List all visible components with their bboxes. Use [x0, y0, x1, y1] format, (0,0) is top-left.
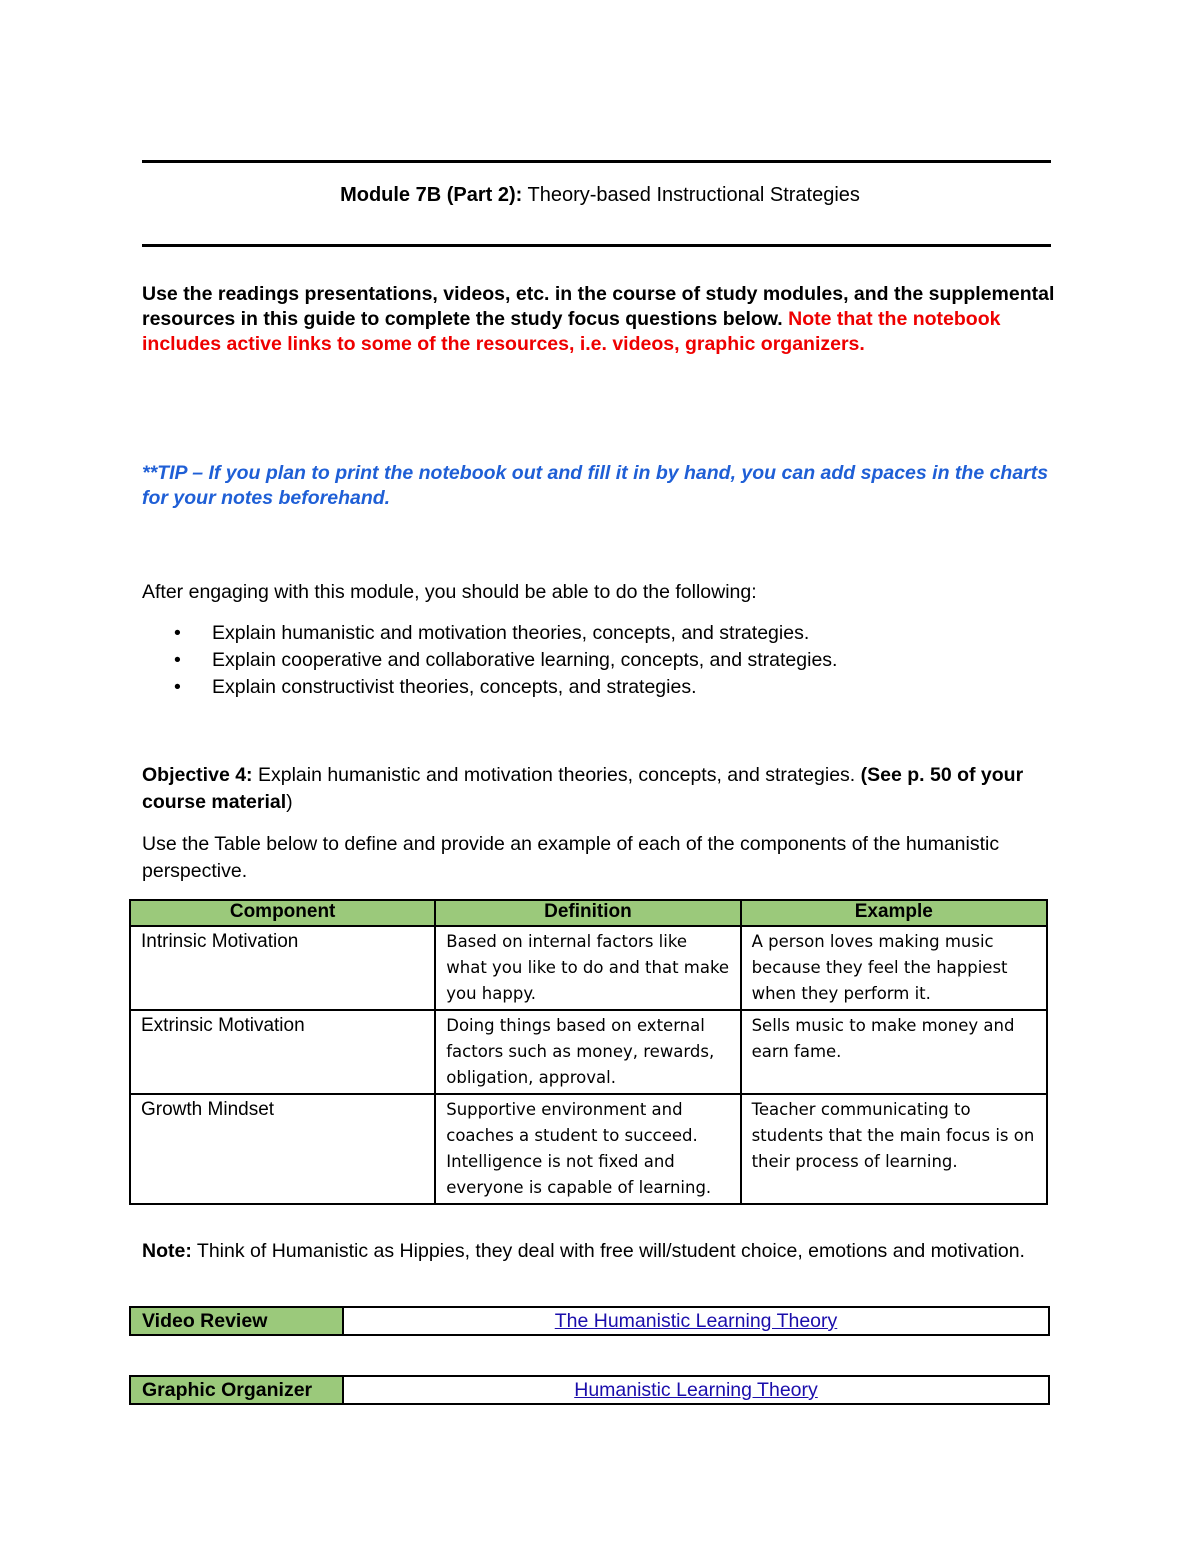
note-label: Note:: [142, 1240, 192, 1262]
table-intro: Use the Table below to define and provide an example of each of the components of the humanistic perspective.: [142, 833, 1000, 882]
intro-instructions: Use the readings presentations, videos, etc. in the course of study modules, and the supplemental resources in this guide to complete the study focus questions below.: [142, 283, 1055, 330]
table-row: [130, 926, 1047, 1010]
intro-note: Note that the notebook includes active links to some of the resources, i.e. videos, graphic organizers.: [142, 308, 1001, 355]
video-review-row: [129, 1306, 1050, 1336]
bullet-icon: •: [174, 649, 181, 671]
top-rule: [142, 160, 1051, 163]
cell-definition[interactable]: Supportive environment and coaches a student to succeed. Intelligence is not fixed and everyone is capable of learning.: [435, 1094, 740, 1204]
objective-paragraph: Objective 4: Explain humanistic and motivation theories, concepts, and strategies. (See p. 50 of your course material): [142, 764, 1024, 813]
outcomes-list: [142, 620, 837, 701]
objective-label: Objective 4:: [142, 764, 253, 786]
graphic-organizer-row: [129, 1375, 1050, 1405]
video-review-label: Video Review: [131, 1308, 344, 1334]
bullet-icon: •: [174, 622, 181, 644]
cell-example[interactable]: A person loves making music because they feel the happiest when they perform it.: [741, 926, 1047, 1010]
cell-component: Intrinsic Motivation: [130, 926, 435, 1010]
cell-component: Extrinsic Motivation: [130, 1010, 435, 1094]
objective-reference: (See p. 50 of your course material: [142, 764, 1024, 813]
table-header-row: [130, 900, 1047, 926]
header-definition: Definition: [435, 900, 740, 926]
note-paragraph: [142, 1238, 1032, 1265]
module-label: Module 7B (Part 2):: [340, 184, 523, 206]
module-name: Theory-based Instructional Strategies: [527, 184, 860, 206]
cell-component: Growth Mindset: [130, 1094, 435, 1204]
outcomes-lead: After engaging with this module, you should be able to do the following:: [142, 581, 757, 603]
tip-text: **TIP – If you plan to print the notebook out and fill it in by hand, you can add spaces in the charts for your notes beforehand.: [142, 462, 1049, 509]
humanistic-components-table: [129, 899, 1048, 1205]
graphic-organizer-cell: [344, 1377, 1048, 1403]
module-title: [0, 184, 1200, 207]
intro-paragraph: [142, 282, 1062, 357]
cell-example[interactable]: Sells music to make money and earn fame.: [741, 1010, 1047, 1094]
video-review-cell: [344, 1308, 1048, 1334]
video-review-link[interactable]: The Humanistic Learning Theory: [554, 1310, 838, 1332]
header-component: Component: [130, 900, 435, 926]
list-item: • Explain cooperative and collaborative learning, concepts, and strategies.: [142, 647, 837, 674]
graphic-organizer-label: Graphic Organizer: [131, 1377, 344, 1403]
cell-definition[interactable]: Based on internal factors like what you like to do and that make you happy.: [435, 926, 740, 1010]
table-row: [130, 1010, 1047, 1094]
graphic-organizer-link[interactable]: Humanistic Learning Theory: [574, 1379, 818, 1401]
list-item: • Explain humanistic and motivation theories, concepts, and strategies.: [142, 620, 837, 647]
bottom-rule: [142, 244, 1051, 247]
objective-text: Explain humanistic and motivation theories, concepts, and strategies.: [257, 764, 856, 786]
cell-definition[interactable]: Doing things based on external factors such as money, rewards, obligation, approval.: [435, 1010, 740, 1094]
note-text: Think of Humanistic as Hippies, they deal with free will/student choice, emotions and motivation.: [196, 1240, 1025, 1262]
cell-example[interactable]: Teacher communicating to students that the main focus is on their process of learning.: [741, 1094, 1047, 1204]
table-row: [130, 1094, 1047, 1204]
bullet-icon: •: [174, 676, 181, 698]
list-item: • Explain constructivist theories, concepts, and strategies.: [142, 674, 837, 701]
header-example: Example: [741, 900, 1047, 926]
